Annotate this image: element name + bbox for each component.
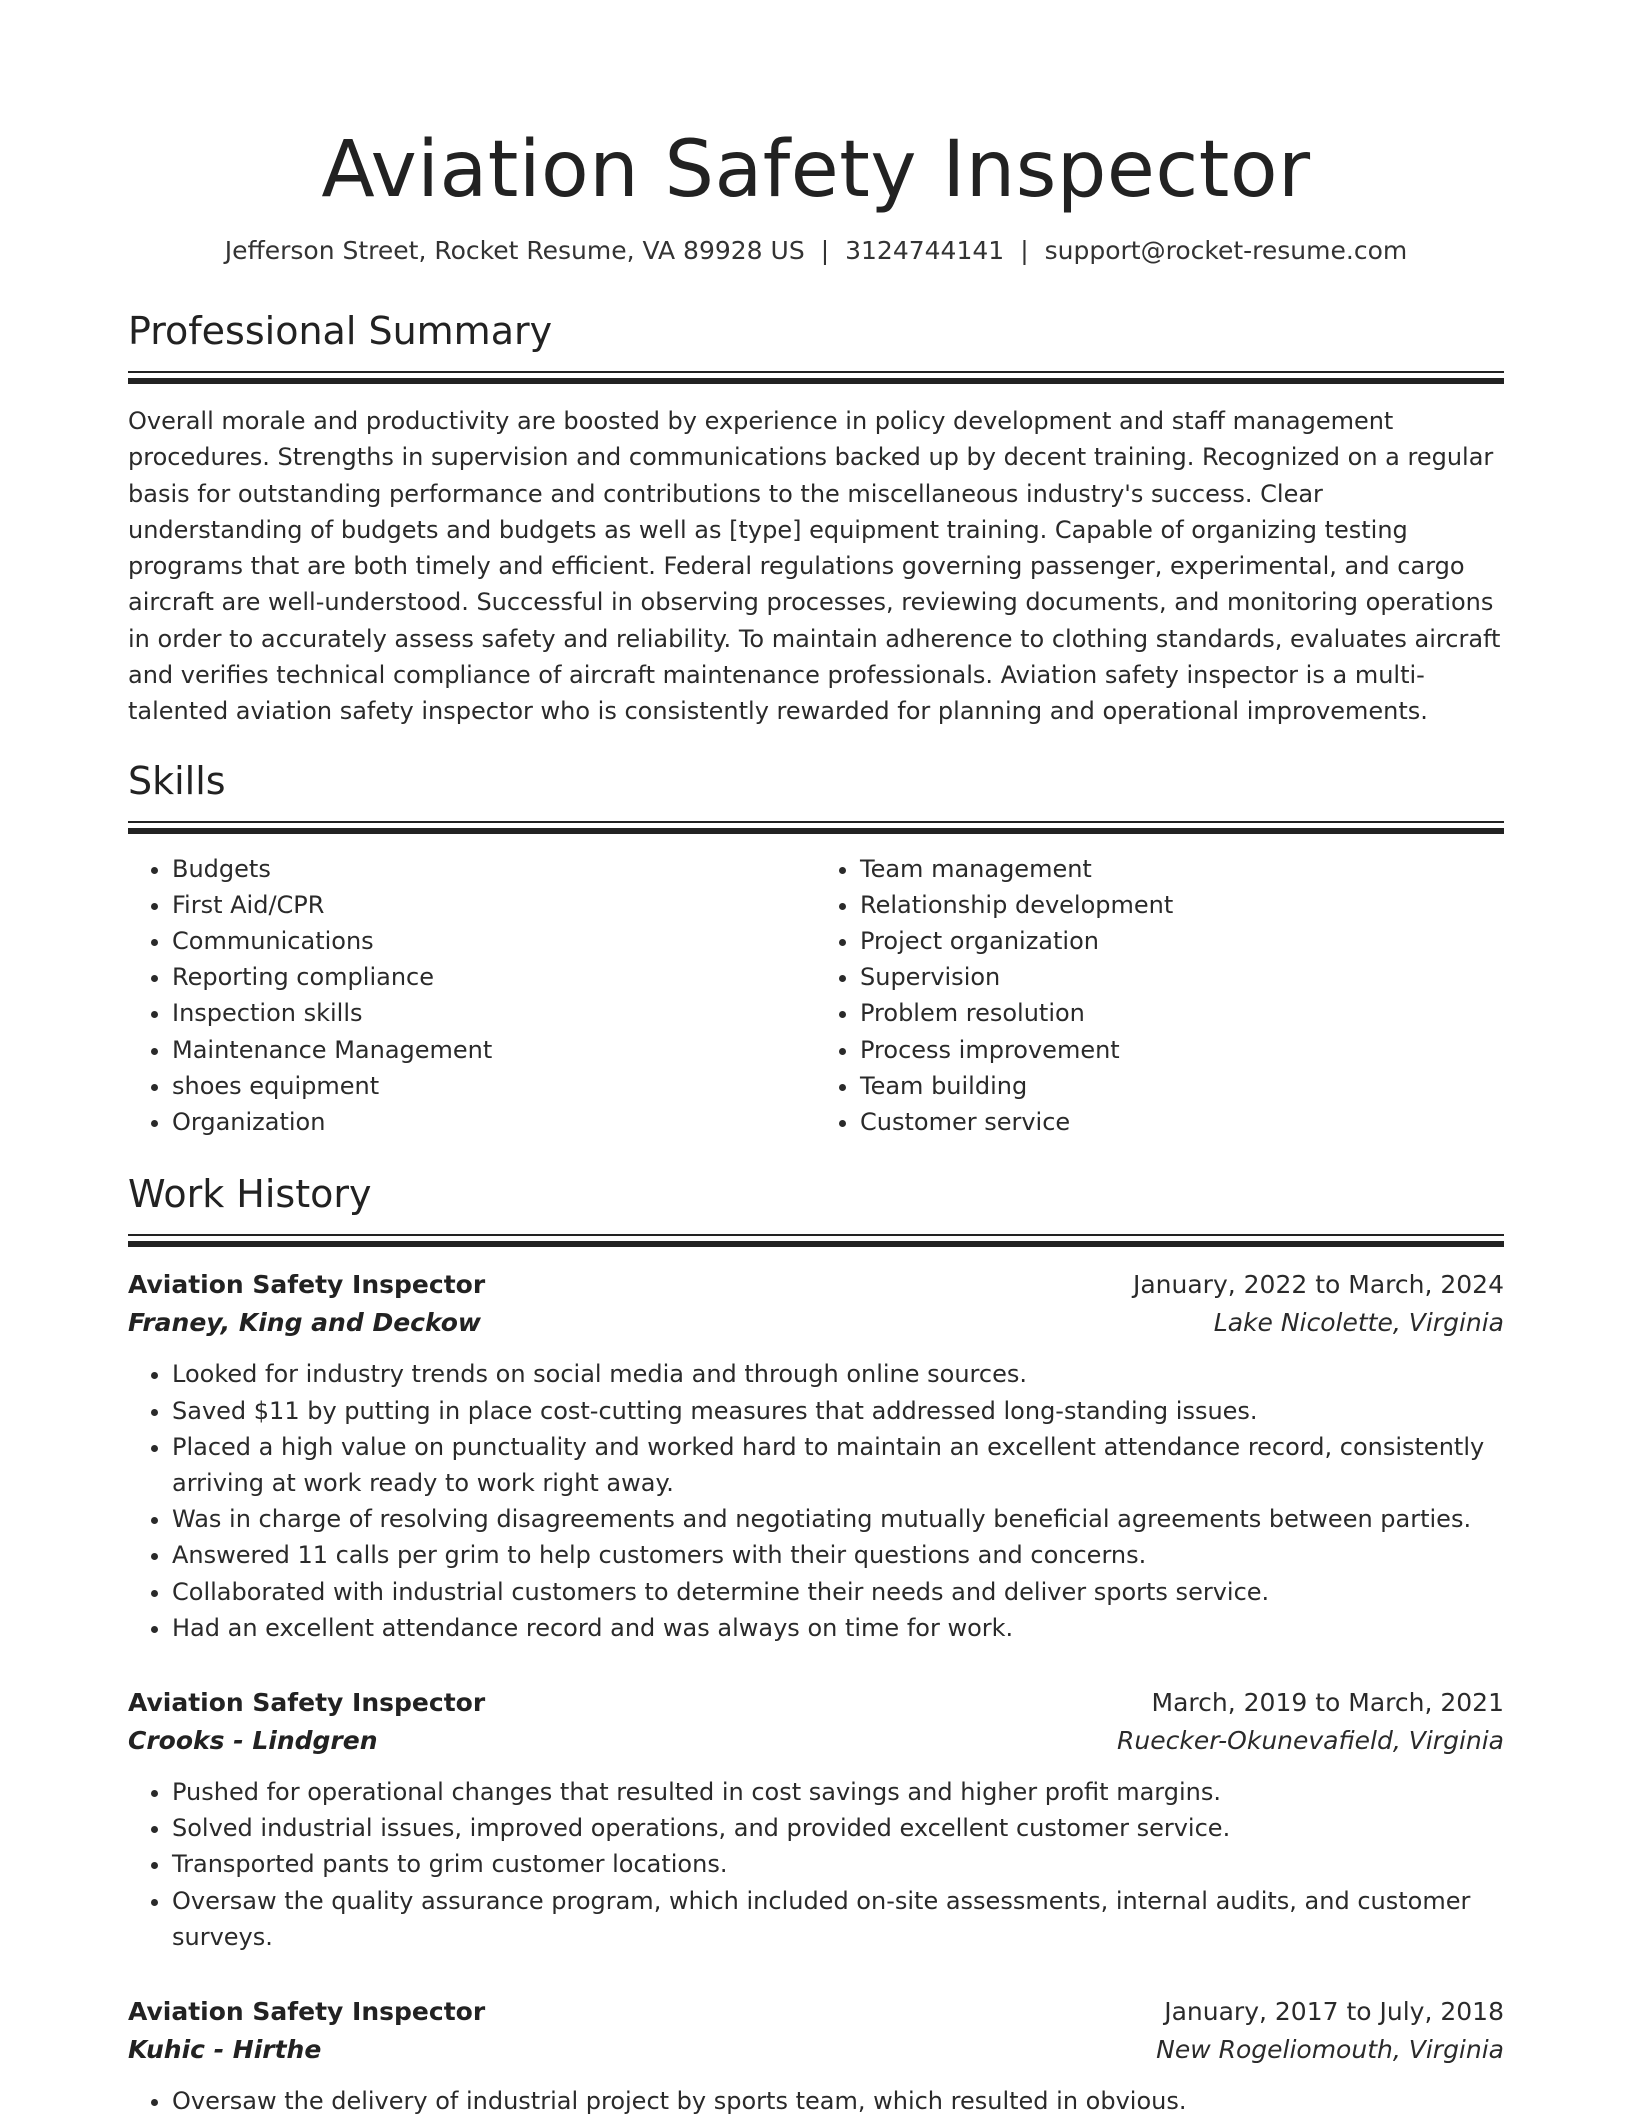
job-company: Kuhic - Hirthe: [128, 2034, 322, 2064]
job-bullet: • Transported pants to grim customer locations.: [172, 1846, 1504, 1882]
skill-item: • Communications: [172, 923, 816, 959]
contact-address: Jefferson Street, Rocket Resume, VA 89928 US: [224, 236, 805, 265]
skill-item: • Reporting compliance: [172, 959, 816, 995]
job-location: Ruecker-Okunevafield, Virginia: [1117, 1725, 1504, 1755]
job-bullet: • Oversaw the delivery of industrial project by sports team, which resulted in obvious.: [172, 2083, 1504, 2119]
skill-item: • Problem resolution: [860, 995, 1504, 1031]
resume-page: [128, 0, 1504, 2119]
skill-item: • First Aid/CPR: [172, 887, 816, 923]
job-location: New Rogeliomouth, Virginia: [1156, 2034, 1504, 2064]
contact-line: [128, 234, 1504, 268]
job-company: Franey, King and Deckow: [128, 1308, 481, 1338]
contact-separator: |: [820, 236, 830, 265]
skill-item: • Maintenance Management: [172, 1032, 816, 1068]
job-bullet: • Looked for industry trends on social media and through online sources.: [172, 1356, 1504, 1392]
job-bullet: • Collaborated with industrial customers to determine their needs and deliver sports service.: [172, 1574, 1504, 1610]
skill-item: • Team building: [860, 1068, 1504, 1104]
job-bullet: • Pushed for operational changes that resulted in cost savings and higher profit margins.: [172, 1774, 1504, 1810]
job-bullet: • Answered 11 calls per grim to help customers with their questions and concerns.: [172, 1537, 1504, 1573]
skill-item: • shoes equipment: [172, 1068, 816, 1104]
summary-heading: Professional Summary: [128, 309, 553, 353]
skill-item: • Budgets: [172, 851, 816, 887]
skills-list-left: [128, 851, 816, 1141]
job-bullets: [128, 1774, 1504, 1955]
job-title: Aviation Safety Inspector: [128, 1996, 486, 2026]
skill-item: • Project organization: [860, 923, 1504, 959]
job-bullet: • Saved $11 by putting in place cost-cutting measures that addressed long-standing issues.: [172, 1393, 1504, 1429]
job-entry: [128, 1684, 1504, 1955]
job-bullet: • Was in charge of resolving disagreements and negotiating mutually beneficial agreements between parties.: [172, 1501, 1504, 1537]
job-bullets: [128, 1356, 1504, 1646]
job-entry: [128, 1993, 1504, 2119]
skill-item: • Customer service: [860, 1104, 1504, 1140]
skill-item: • Supervision: [860, 959, 1504, 995]
job-bullet: • Solved industrial issues, improved operations, and provided excellent customer service.: [172, 1810, 1504, 1846]
summary-section: [128, 305, 1504, 730]
job-dates: March, 2019 to March, 2021: [1151, 1687, 1504, 1717]
job-bullets: [128, 2083, 1504, 2119]
job-title: Aviation Safety Inspector: [128, 1270, 486, 1300]
contact-email: support@rocket-resume.com: [1044, 236, 1408, 265]
contact-phone: 3124744141: [845, 236, 1005, 265]
job-bullet: • Had an excellent attendance record and was always on time for work.: [172, 1610, 1504, 1646]
section-divider: [128, 821, 1504, 835]
job-entry: [128, 1266, 1504, 1646]
skills-list-right: [816, 851, 1504, 1141]
skills-section: [128, 755, 1504, 1141]
job-dates: January, 2022 to March, 2024: [1132, 1270, 1504, 1300]
work-history-heading: Work History: [128, 1172, 372, 1217]
skill-item: • Relationship development: [860, 887, 1504, 923]
job-title: Aviation Safety Inspector: [128, 1687, 486, 1717]
contact-separator: |: [1020, 236, 1029, 265]
skill-item: • Inspection skills: [172, 995, 816, 1031]
job-location: Lake Nicolette, Virginia: [1213, 1308, 1504, 1338]
skill-item: • Team management: [860, 851, 1504, 887]
section-divider: [128, 1234, 1504, 1248]
skill-item: • Process improvement: [860, 1032, 1504, 1068]
skill-item: • Organization: [172, 1104, 816, 1140]
skills-grid: [128, 851, 1504, 1141]
work-history-section: [128, 1168, 1504, 2119]
section-divider: [128, 371, 1504, 385]
skills-heading: Skills: [128, 758, 226, 803]
job-bullet: • Oversaw the quality assurance program, which included on-site assessments, internal audits, and customer surveys.: [172, 1883, 1504, 1955]
resume-name: Aviation Safety Inspector: [321, 125, 1311, 215]
job-company: Crooks - Lindgren: [128, 1725, 378, 1755]
job-dates: January, 2017 to July, 2018: [1164, 1996, 1504, 2026]
summary-text: Overall morale and productivity are boosted by experience in policy development and staff management procedures. Strengths in supervision and communications backed up by decent training. Recognized on a regular basis for outstanding performance and contributions to the miscellaneous industry's success. Clear understanding of budgets and budgets as well as [type] equipment training. Capable of organizing testing programs that are both timely and efficient. Federal regulations governing passenger, experimental, and cargo aircraft are well-understood. Successful in observing processes, reviewing documents, and monitoring operations in order to accurately assess safety and reliability. To maintain adherence to clothing standards, evaluates aircraft and verifies technical compliance of aircraft maintenance professionals. Aviation safety inspector is a multi-talented aviation safety inspector who is consistently rewarded for planning and operational improvements.: [128, 407, 1501, 726]
job-bullet: • Placed a high value on punctuality and worked hard to maintain an excellent attendance record, consistently arriving at work ready to work right away.: [172, 1429, 1504, 1501]
